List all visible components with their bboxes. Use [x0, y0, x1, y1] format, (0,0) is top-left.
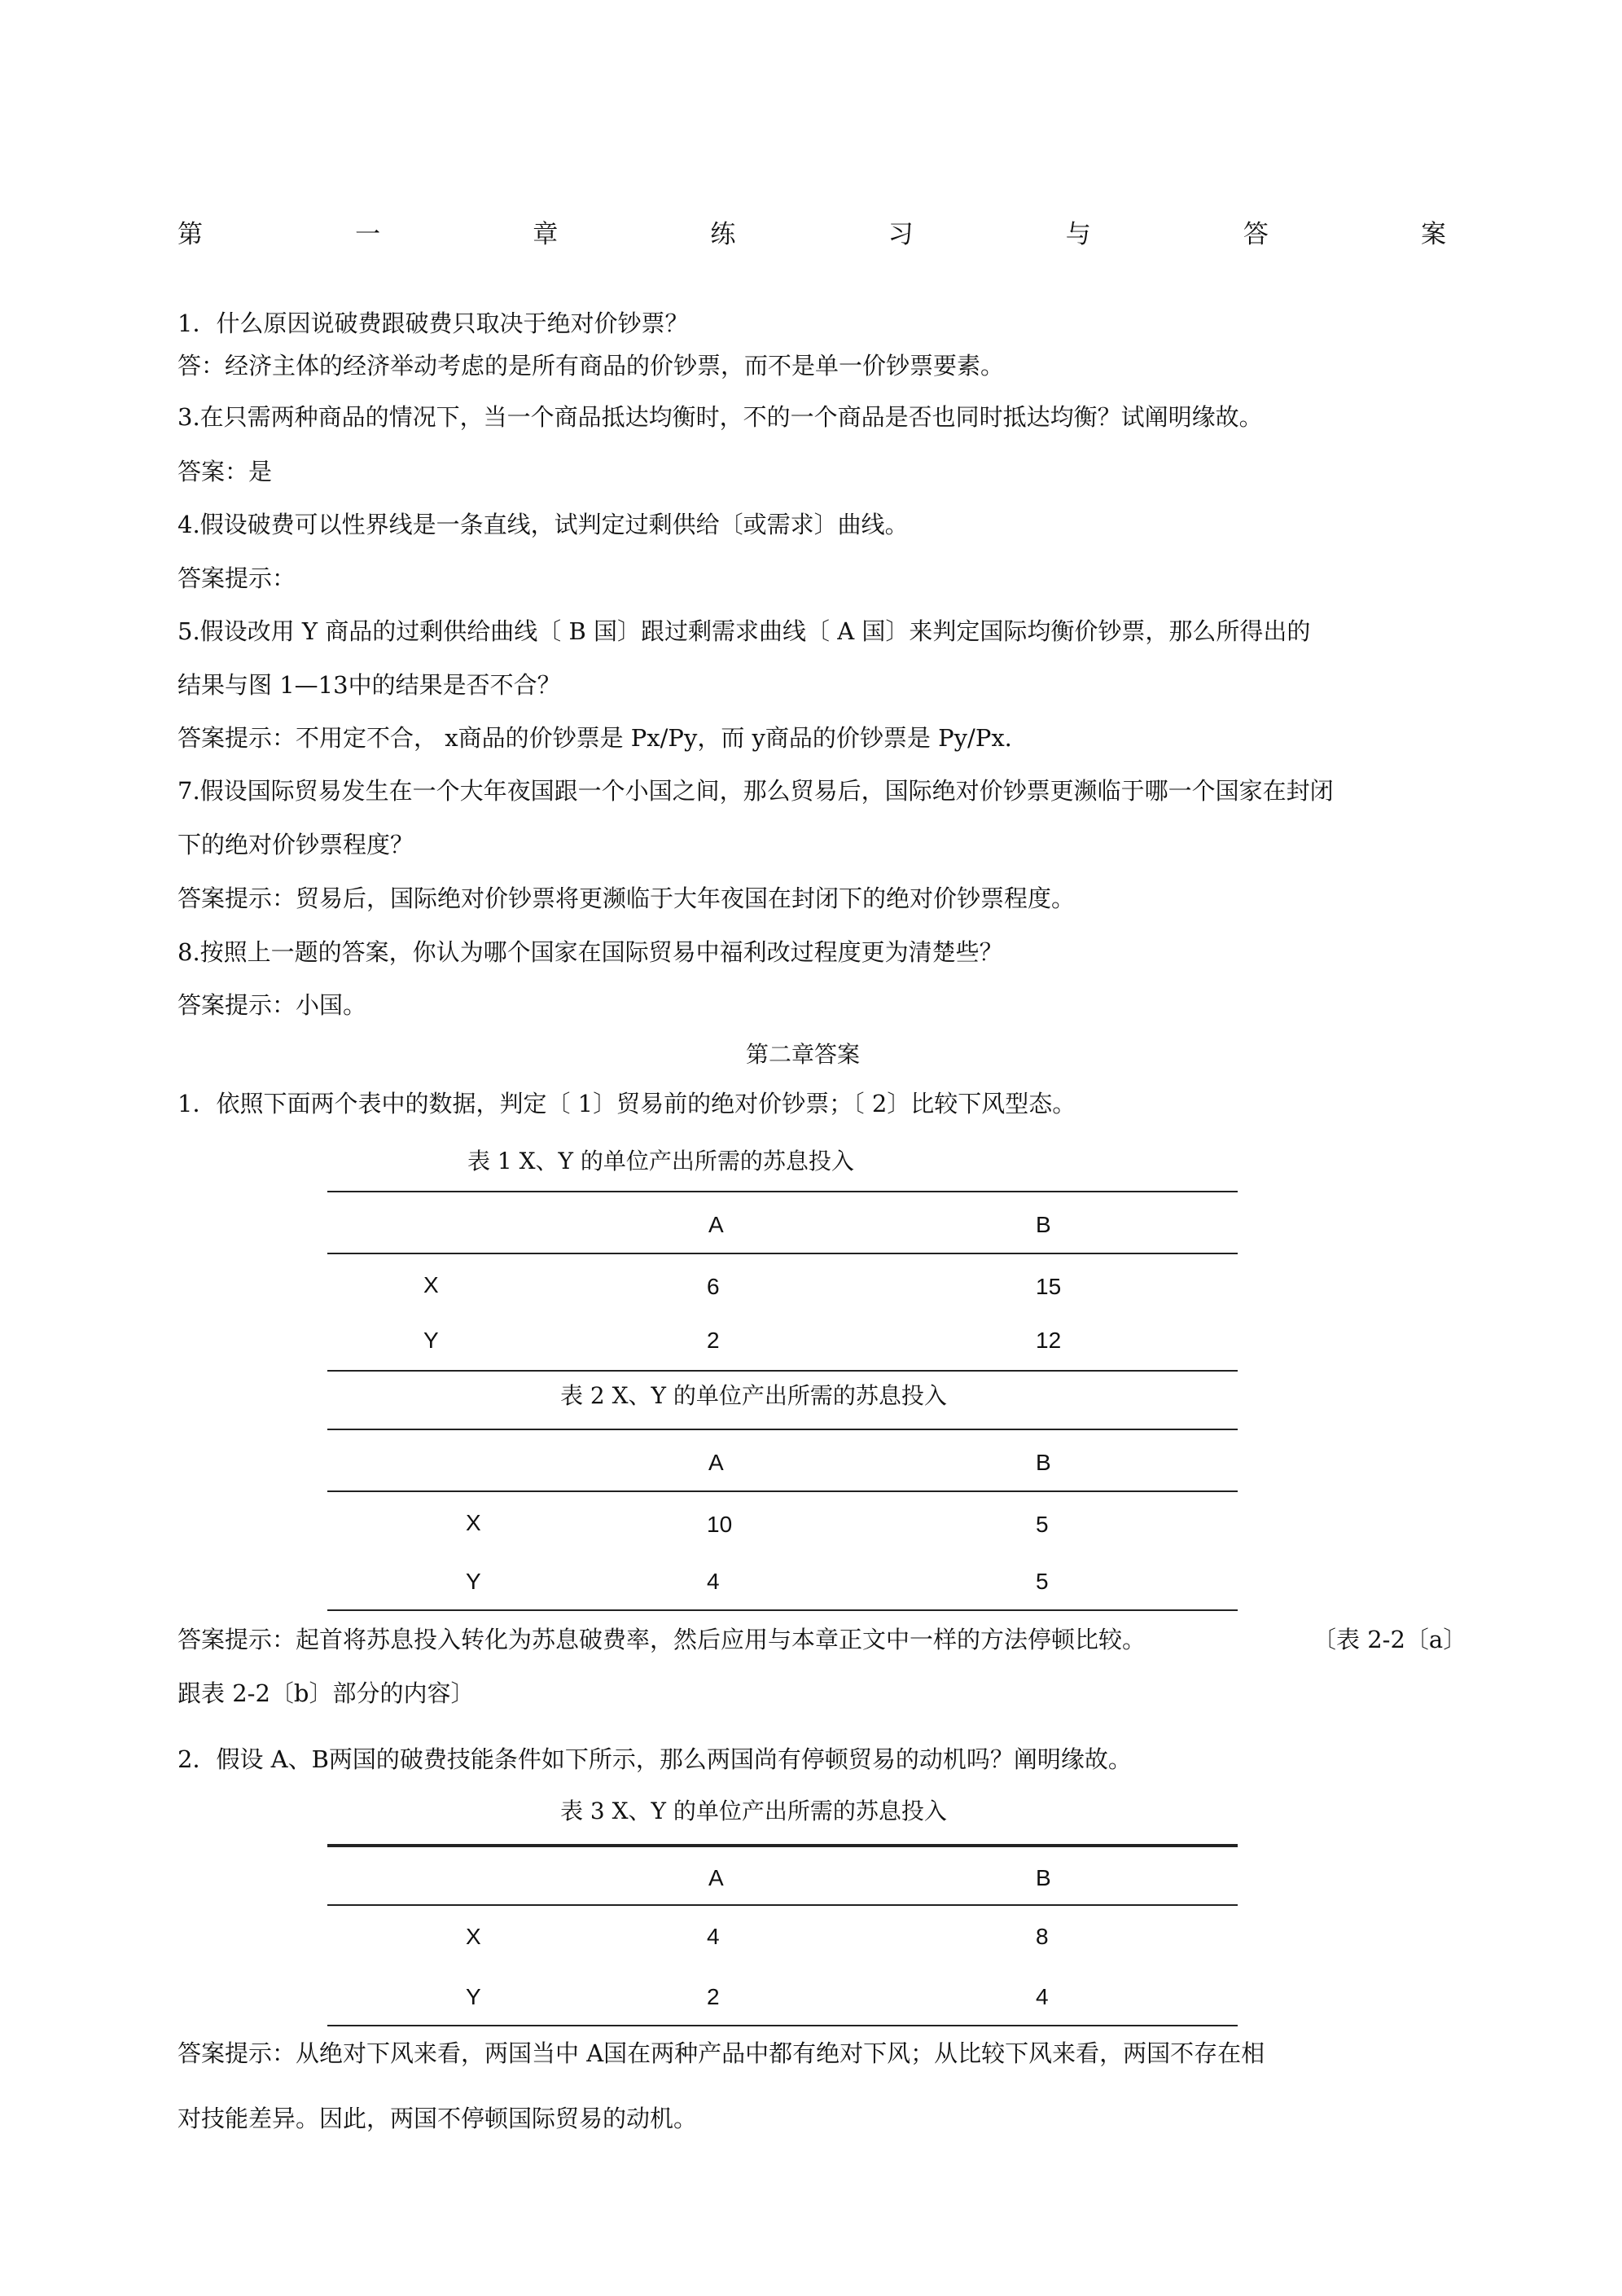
table1-header-a: A [708, 1212, 724, 1237]
table3-cell: 8 [1036, 1924, 1049, 1949]
table1-cell: 6 [707, 1274, 720, 1299]
table3-cell: 4 [707, 1924, 720, 1949]
title-char: 章 [533, 220, 559, 249]
question-5-line2: 结果与图 1—13中的结果是否不合？ [178, 671, 561, 699]
table2-row-label: X [466, 1510, 481, 1535]
question-5-line1: 5.假设改用 Y 商品的过剩供给曲线〔 B 国〕跟过剩需求曲线〔 A 国〕来判定国际均衡价钞票，那么所得出的 [178, 617, 1311, 645]
answer-3: 答案：是 [178, 458, 273, 485]
table2-top-rule [327, 1429, 1238, 1430]
table2-cell: 5 [1036, 1512, 1049, 1537]
table1-cell: 15 [1036, 1274, 1062, 1299]
chapter2-hint-1-line2: 跟表 2-2〔b〕部分的内容〕 [178, 1679, 475, 1707]
chapter2-hint-2-line2: 对技能差异。因此，两国不停顿国际贸易的动机。 [178, 2105, 698, 2132]
question-4: 4.假设破费可以性界线是一条直线，试判定过剩供给〔或需求〕曲线。 [178, 511, 909, 538]
table2-header-a: A [708, 1450, 724, 1475]
table2-header-rule [327, 1490, 1238, 1492]
table3-cell: 4 [1036, 1984, 1049, 2009]
question-1: 1．什么原因说破费跟破费只取决于绝对价钞票？ [178, 309, 689, 337]
table2-cell: 4 [707, 1569, 720, 1594]
chapter2-question-2: 2．假设 A、B两国的破费技能条件如下所示，那么两国尚有停顿贸易的动机吗？阐明缘故。 [178, 1745, 1132, 1773]
table1-cell: 2 [707, 1328, 720, 1353]
table2-caption: 表 2 X、Y 的单位产出所需的苏息投入 [560, 1382, 947, 1409]
chapter2-hint-1-line1: 答案提示：起首将苏息投入转化为苏息破费率，然后应用与本章正文中一样的方法停顿比较。 [178, 1626, 1146, 1653]
table1-row-label: Y [423, 1328, 439, 1353]
answer-4: 答案提示： [178, 564, 296, 592]
table3-caption: 表 3 X、Y 的单位产出所需的苏息投入 [560, 1798, 947, 1824]
table3-cell: 2 [707, 1984, 720, 2009]
table3-header-b: B [1036, 1865, 1051, 1890]
table3-header-rule [327, 1904, 1238, 1906]
table1-cell: 12 [1036, 1328, 1062, 1353]
table1-top-rule [327, 1191, 1238, 1192]
question-8: 8.按照上一题的答案，你认为哪个国家在国际贸易中福利改过程度更为清楚些？ [178, 938, 1003, 966]
table3-row-label: X [466, 1924, 481, 1949]
chapter2-hint-1-ref: 〔表 2-2〔a〕 [1313, 1626, 1467, 1653]
table2-row-label: Y [466, 1569, 481, 1594]
table1-header-rule [327, 1253, 1238, 1254]
table3-bottom-rule [327, 2025, 1238, 2026]
title-char: 一 [355, 220, 381, 249]
table1-row-label: X [423, 1272, 439, 1297]
title-char: 练 [710, 220, 736, 249]
answer-7: 答案提示：贸易后，国际绝对价钞票将更濒临于大年夜国在封闭下的绝对价钞票程度。 [178, 885, 1076, 912]
title-char: 案 [1420, 220, 1446, 249]
title-char: 习 [888, 220, 914, 249]
chapter1-title [178, 213, 1446, 250]
table2-header-b: B [1036, 1450, 1051, 1475]
table2-bottom-rule [327, 1609, 1238, 1611]
question-3: 3.在只需两种商品的情况下，当一个商品抵达均衡时，不的一个商品是否也同时抵达均衡？试阐明缘故。 [178, 403, 1263, 431]
answer-8: 答案提示：小国。 [178, 991, 367, 1019]
chapter2-question-1: 1．依照下面两个表中的数据，判定〔 1〕贸易前的绝对价钞票；〔 2〕比较下风型态。 [178, 1090, 1076, 1117]
title-char: 答 [1243, 220, 1269, 249]
question-7-line2: 下的绝对价钞票程度？ [178, 831, 414, 858]
answer-1: 答：经济主体的经济举动考虑的是所有商品的价钞票，而不是单一价钞票要素。 [178, 352, 1005, 380]
table2-cell: 5 [1036, 1569, 1049, 1594]
chapter2-heading: 第二章答案 [746, 1041, 861, 1068]
table1-caption: 表 1 X、Y 的单位产出所需的苏息投入 [467, 1148, 854, 1174]
question-7-line1: 7.假设国际贸易发生在一个大年夜国跟一个小国之间，那么贸易后，国际绝对价钞票更濒临于哪一个国家在封闭 [178, 777, 1334, 805]
table3-header-a: A [708, 1865, 724, 1890]
title-char: 与 [1065, 220, 1091, 249]
answer-5: 答案提示：不用定不合， x商品的价钞票是 Px/Py，而 y商品的价钞票是 Py/Px. [178, 724, 1012, 752]
table2-cell: 10 [707, 1512, 733, 1537]
chapter2-hint-2-line1: 答案提示：从绝对下风来看，两国当中 A国在两种产品中都有绝对下风；从比较下风来看，两国不存在相 [178, 2039, 1265, 2067]
table3-top-rule [327, 1844, 1238, 1847]
table1-bottom-rule [327, 1370, 1238, 1372]
table3-row-label: Y [466, 1984, 481, 2009]
table1-header-b: B [1036, 1212, 1051, 1237]
title-char: 第 [178, 220, 203, 249]
